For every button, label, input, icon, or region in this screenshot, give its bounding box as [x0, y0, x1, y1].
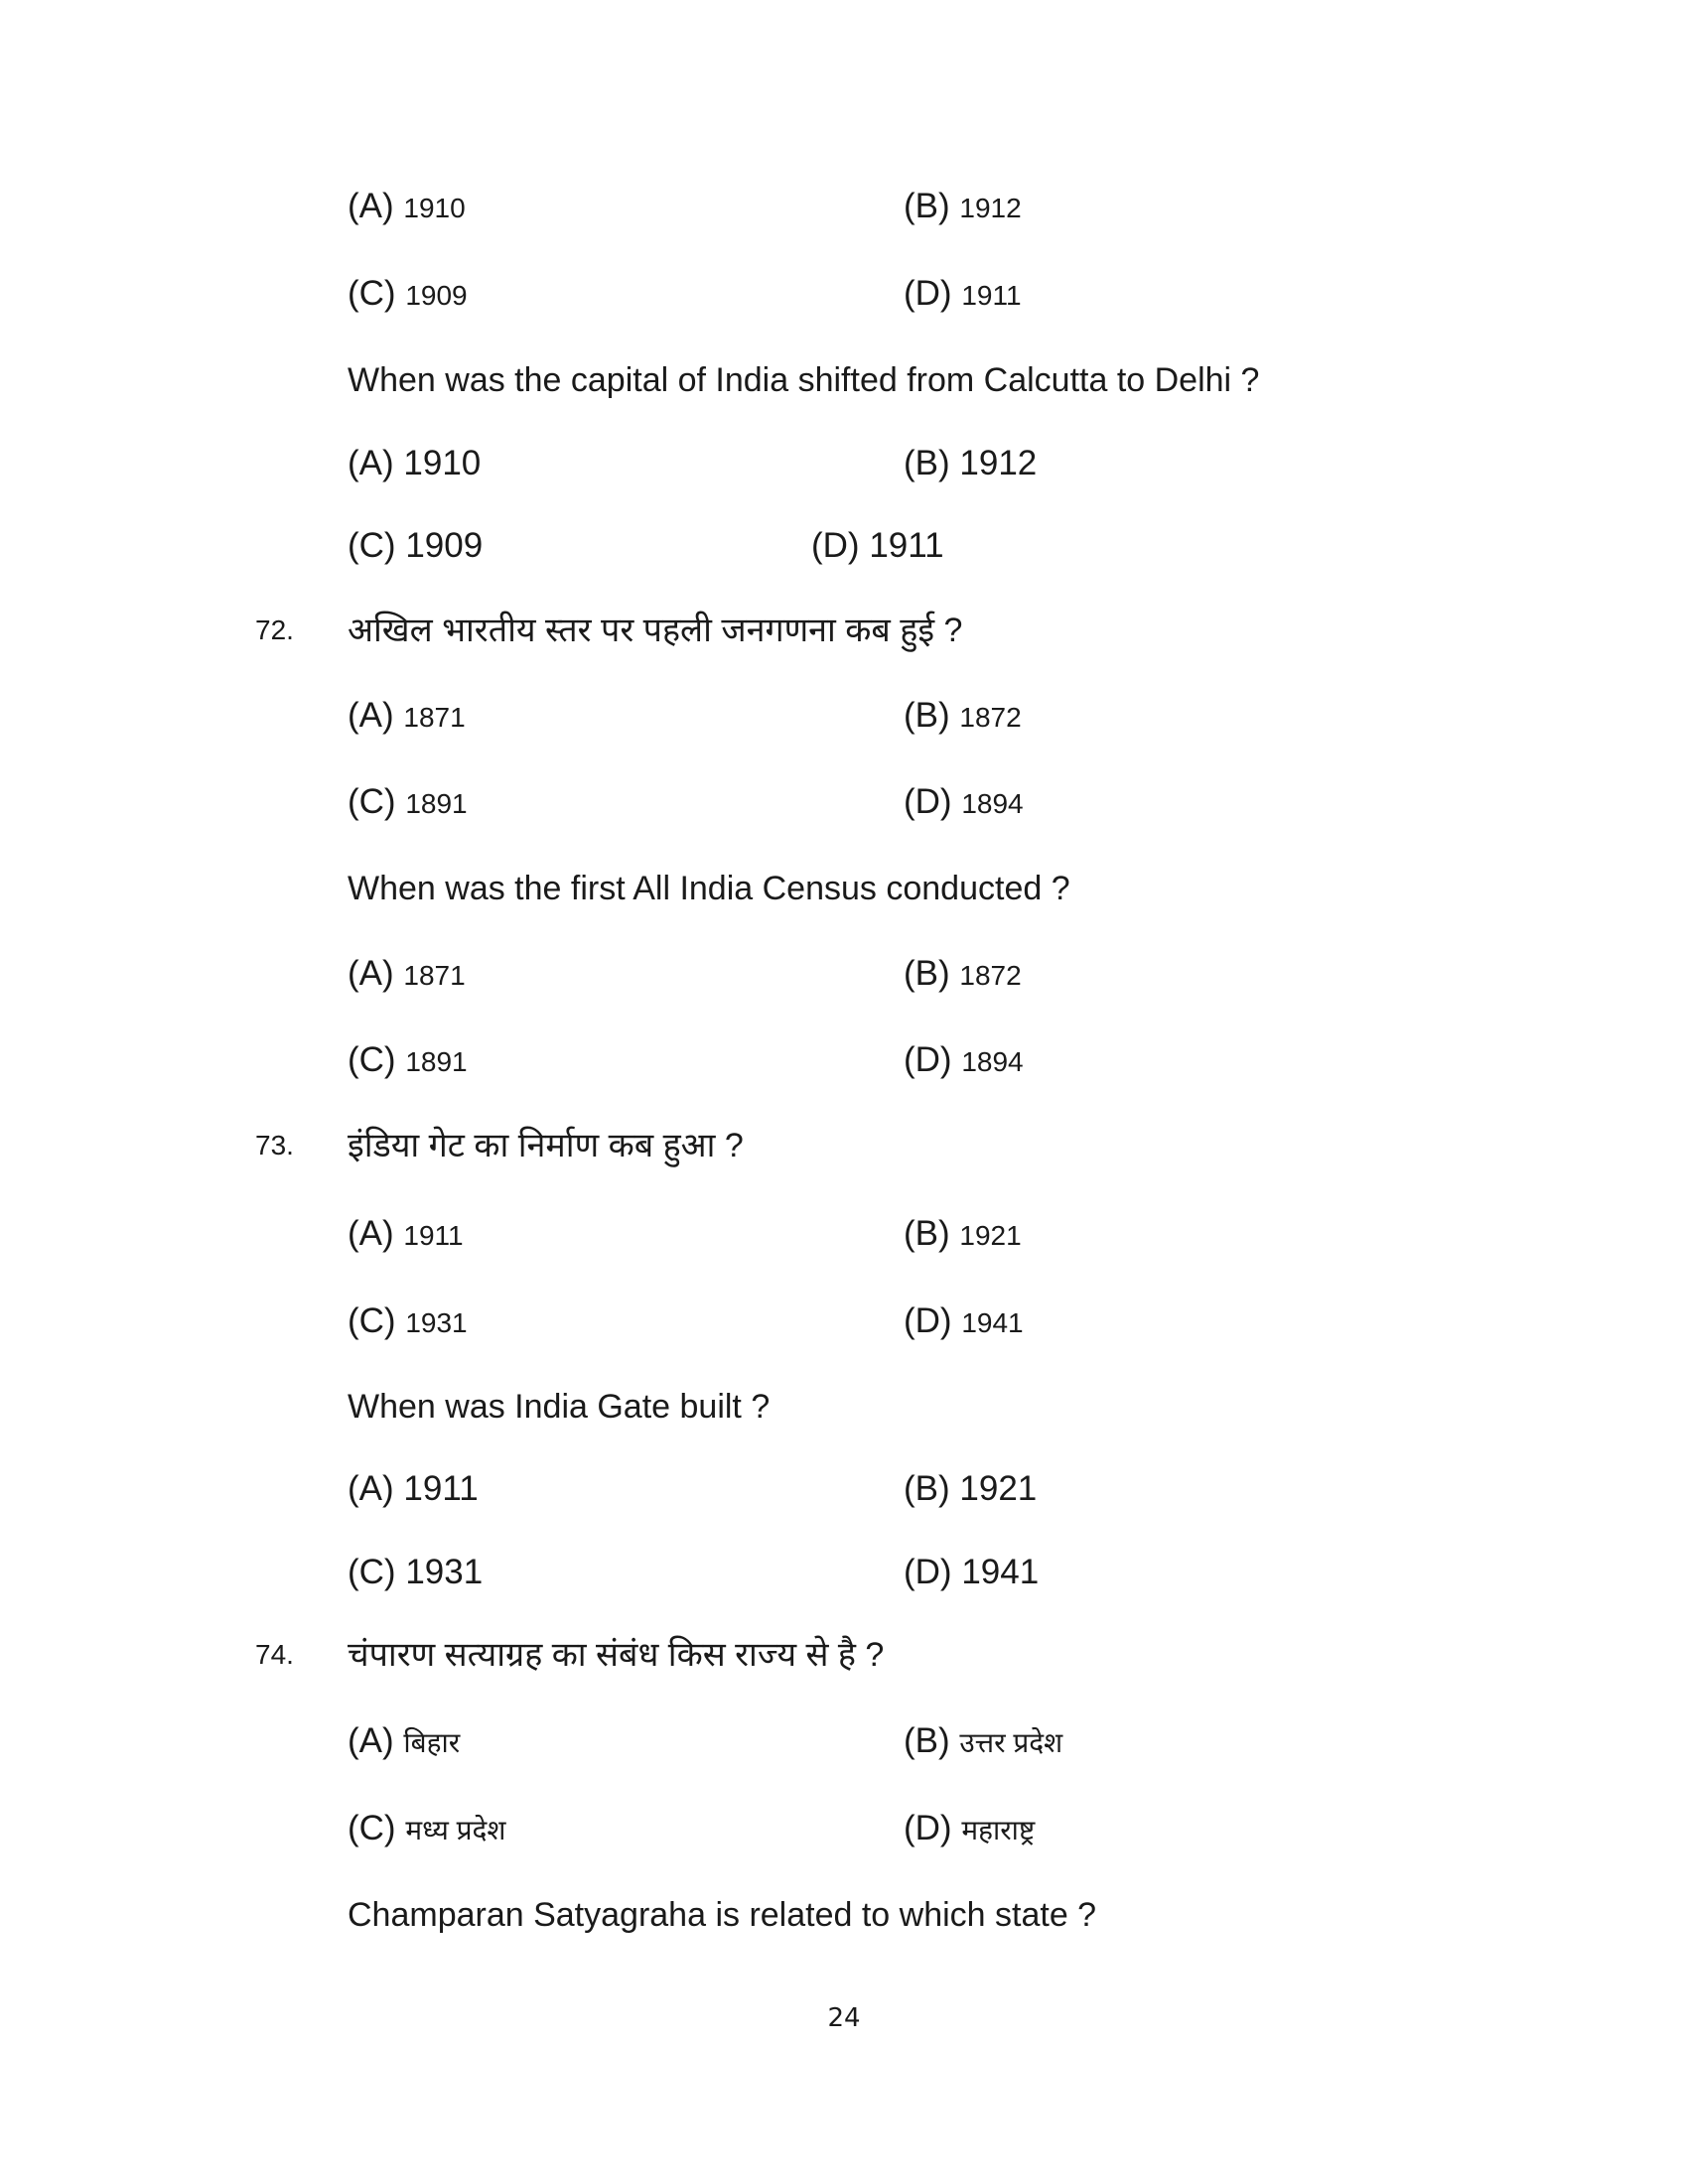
option-row [0, 269, 1688, 319]
question-row [0, 1630, 1688, 1680]
option-row [0, 439, 1688, 488]
option-row [0, 691, 1688, 741]
option-c: (C) 1909 [348, 526, 484, 565]
question-number: 73. [255, 1130, 294, 1160]
question-text-hi: अखिल भारतीय स्तर पर पहली जनगणना कब हुई ? [348, 612, 963, 649]
option-d: (D) 1894 [904, 1040, 1024, 1079]
option-d: (D) 1941 [904, 1301, 1024, 1340]
option-b: (B) 1912 [904, 444, 1038, 482]
option-row [0, 1716, 1688, 1766]
question-text-hi: चंपारण सत्याग्रह का संबंध किस राज्य से है ? [348, 1636, 885, 1674]
option-b: (B) 1872 [904, 954, 1022, 993]
option-b: (B) 1912 [904, 187, 1022, 225]
page-number: 24 [827, 2003, 861, 2033]
question-number: 72. [255, 614, 294, 645]
option-a: (A) 1910 [348, 187, 466, 225]
question-row [0, 1121, 1688, 1170]
option-c: (C) 1931 [348, 1553, 484, 1591]
option-c: (C) 1891 [348, 782, 468, 821]
question-row [0, 1890, 1688, 1940]
option-a: (A) बिहार [348, 1721, 461, 1760]
option-row [0, 1464, 1688, 1514]
option-d: (D) महाराष्ट्र [904, 1809, 1036, 1847]
option-b: (B) 1872 [904, 696, 1022, 735]
option-a: (A) 1871 [348, 696, 466, 735]
question-text-en: When was the capital of India shifted from Calcutta to Delhi ? [348, 361, 1260, 399]
option-b: (B) उत्तर प्रदेश [904, 1721, 1063, 1760]
question-text-en: When was India Gate built ? [348, 1388, 771, 1426]
option-c: (C) मध्य प्रदेश [348, 1809, 506, 1847]
option-a: (A) 1910 [348, 444, 482, 482]
question-row [0, 355, 1688, 405]
option-row [0, 1297, 1688, 1346]
option-d: (D) 1911 [904, 274, 1022, 313]
question-text-en: Champaran Satyagraha is related to which state ? [348, 1896, 1097, 1934]
option-b: (B) 1921 [904, 1469, 1038, 1508]
question-text-hi: इंडिया गेट का निर्माण कब हुआ ? [348, 1127, 744, 1164]
option-c: (C) 1891 [348, 1040, 468, 1079]
option-d: (D) 1911 [811, 526, 944, 565]
option-a: (A) 1911 [348, 1469, 479, 1508]
question-row [0, 606, 1688, 655]
option-row [0, 1209, 1688, 1259]
question-row [0, 1382, 1688, 1432]
question-text-en: When was the first All India Census conducted ? [348, 870, 1070, 907]
option-row [0, 521, 1688, 571]
option-row [0, 777, 1688, 827]
option-d: (D) 1894 [904, 782, 1024, 821]
option-a: (A) 1871 [348, 954, 466, 993]
question-number: 74. [255, 1639, 294, 1670]
option-a: (A) 1911 [348, 1214, 464, 1253]
option-d: (D) 1941 [904, 1553, 1040, 1591]
option-c: (C) 1931 [348, 1301, 468, 1340]
question-row [0, 864, 1688, 913]
option-row [0, 1035, 1688, 1085]
option-c: (C) 1909 [348, 274, 468, 313]
option-b: (B) 1921 [904, 1214, 1022, 1253]
option-row [0, 1804, 1688, 1853]
option-row [0, 949, 1688, 999]
option-row [0, 1548, 1688, 1597]
option-row [0, 182, 1688, 231]
